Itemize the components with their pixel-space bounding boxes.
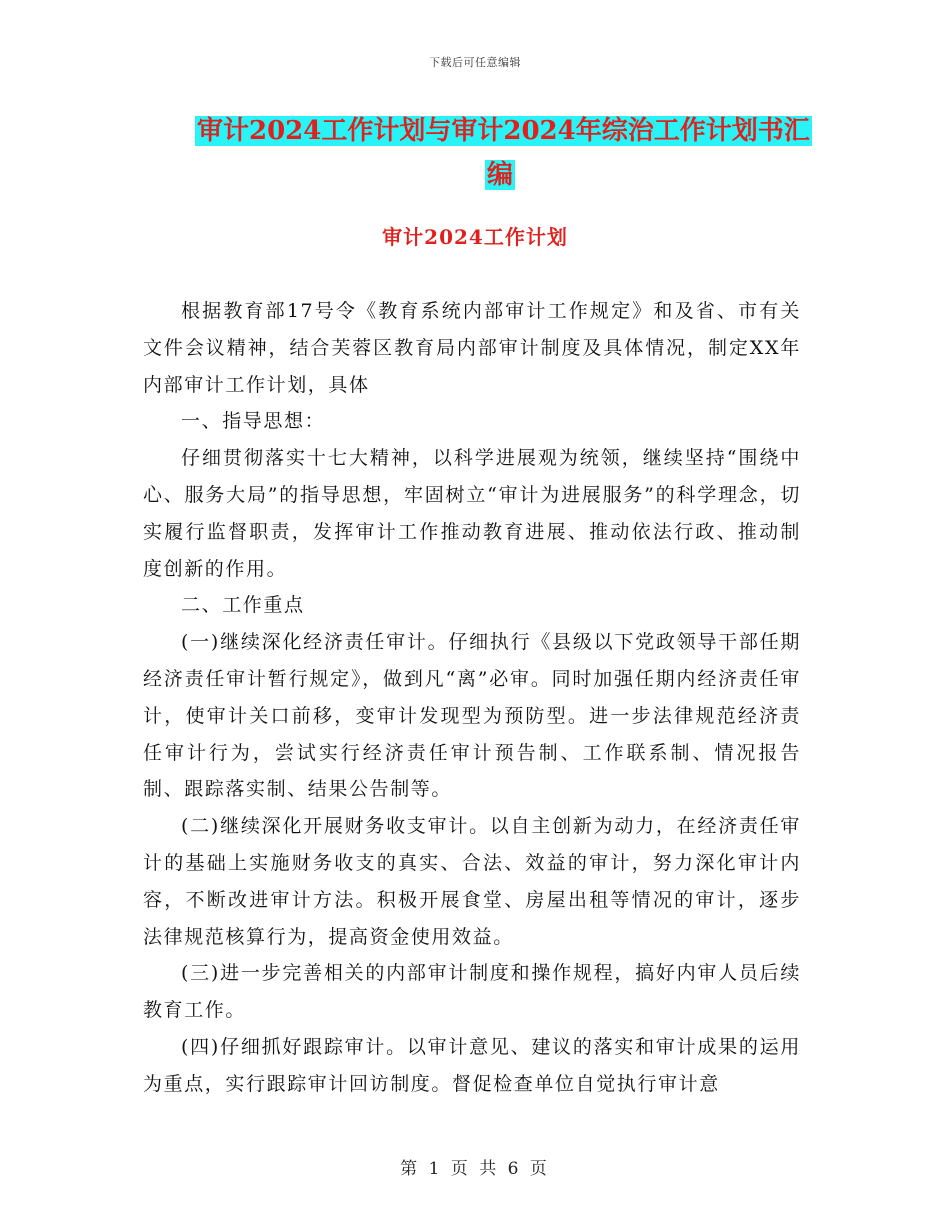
- paragraph-item-4: (四)仔细抓好跟踪审计。以审计意见、建议的落实和审计成果的运用为重点，实行跟踪审计回访制度。督促检查单位自觉执行审计意: [143, 1035, 801, 1095]
- document-title-line-2: 编: [486, 160, 513, 190]
- page-number: 第 1 页 共 6 页: [400, 1159, 550, 1179]
- section-title: 审计2024工作计划: [382, 225, 568, 249]
- body-text: [143, 293, 801, 1103]
- header-note: 下载后可任意编辑: [429, 56, 521, 69]
- document-title-line-1: 审计2024工作计划与审计2024年综治工作计划书汇: [197, 116, 810, 146]
- paragraph-item-1: (一)继续深化经济责任审计。仔细执行《县级以下党政领导干部任期经济责任审计暂行规定》，做到凡“离”必审。同时加强任期内经济责任审计，使审计关口前移，变审计发现型为预防型。进一步法律规范经济责任审计行为，尝试实行经济责任审计预告制、工作联系制、情况报告制、跟踪落实制、结果公告制等。: [143, 631, 801, 801]
- paragraph-item-2: (二)继续深化开展财务收支审计。以自主创新为动力，在经济责任审计的基础上实施财务收支的真实、合法、效益的审计，努力深化审计内容，不断改进审计方法。积极开展食堂、房屋出租等情况的审计，逐步法律规范核算行为，提高资金使用效益。: [143, 815, 801, 948]
- paragraph-intro: 根据教育部17号令《教育系统内部审计工作规定》和及省、市有关文件会议精神，结合芙蓉区教育局内部审计制度及具体情况，制定XX年内部审计工作计划，具体: [143, 300, 801, 396]
- paragraph-item-3: (三)进一步完善相关的内部审计制度和操作规程，搞好内审人员后续教育工作。: [143, 962, 801, 1022]
- heading-guiding-ideology: 一、指导思想：: [181, 410, 326, 433]
- document-title: [195, 110, 810, 196]
- paragraph-guiding-ideology: 仔细贯彻落实十七大精神，以科学进展观为统领，继续坚持“围绕中心、服务大局”的指导思想，牢固树立“审计为进展服务”的科学理念，切实履行监督职责，发挥审计工作推动教育进展、推动依法行政、推动制度创新的作用。: [143, 447, 801, 580]
- heading-work-focus: 二、工作重点: [181, 594, 305, 617]
